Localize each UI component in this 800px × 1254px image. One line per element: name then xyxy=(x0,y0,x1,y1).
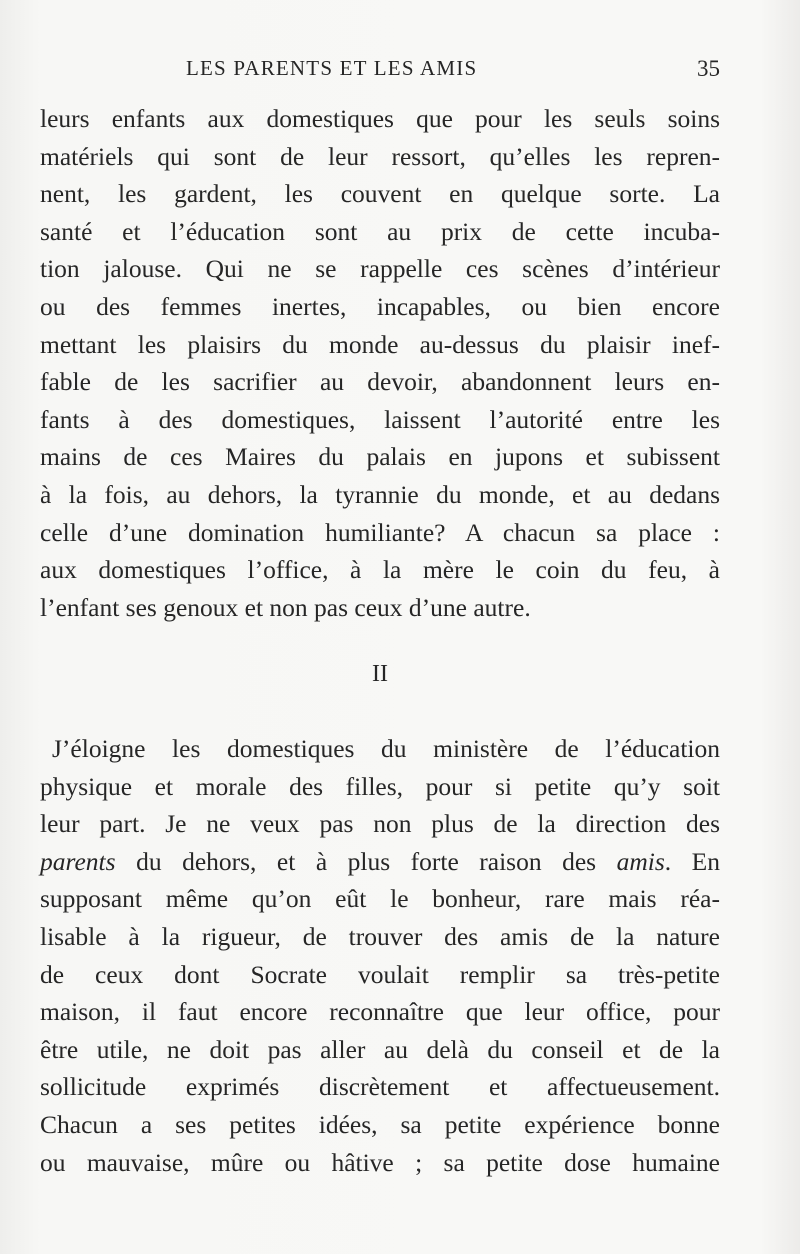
text-line: supposant même qu’on eût le bonheur, rare mais réa- xyxy=(40,884,720,914)
text-line: de ceux dont Socrate voulait remplir sa très-petite xyxy=(40,959,720,989)
text-line: aux domestiques l’office, à la mère le coin du feu, à xyxy=(40,555,720,585)
text-fragment: du dehors, et à plus forte raison des xyxy=(115,846,617,876)
text-line: mains de ces Maires du palais en jupons et subissent xyxy=(40,442,720,472)
text-line: nent, les gardent, les couvent en quelque sorte. La xyxy=(40,179,720,209)
text-line: physique et morale des filles, pour si petite qu’y soit xyxy=(40,771,720,801)
text-line: leur part. Je ne veux pas non plus de la direction des xyxy=(40,809,720,839)
running-title: LES PARENTS ET LES AMIS xyxy=(186,56,478,80)
text-line: J’éloigne les domestiques du ministère de l’éducation xyxy=(52,734,720,763)
text-line: Chacun a ses petites idées, sa petite expérience bonne xyxy=(40,1109,720,1139)
text-line: être utile, ne doit pas aller au delà du conseil et de la xyxy=(40,1034,720,1064)
text-line: celle d’une domination humiliante? A chacun sa place : xyxy=(40,517,720,547)
text-line: leurs enfants aux domestiques que pour les seuls soins xyxy=(40,104,720,133)
text-line: à la fois, au dehors, la tyrannie du monde, et au dedans xyxy=(40,479,720,509)
text-line: ou des femmes inertes, incapables, ou bien encore xyxy=(40,291,720,321)
text-line: lisable à la rigueur, de trouver des amis de la nature xyxy=(40,921,720,951)
text-line: tion jalouse. Qui ne se rappelle ces scènes d’intérieur xyxy=(40,254,720,284)
paragraph-2 xyxy=(40,730,720,1181)
text-line: ou mauvaise, mûre ou hâtive ; sa petite dose humaine xyxy=(40,1147,720,1177)
italic-word-amis: amis xyxy=(616,846,665,876)
text-line: maison, il faut encore reconnaître que leur office, pour xyxy=(40,997,720,1027)
text-line: fable de les sacrifier au devoir, abandonnent leurs en- xyxy=(40,367,720,397)
page-number: 35 xyxy=(697,56,720,81)
text-fragment: . En xyxy=(664,846,720,876)
section-number: II xyxy=(372,661,388,687)
italic-word-parents: parents xyxy=(40,846,116,876)
text-line: mettant les plaisirs du monde au-dessus du plaisir inef- xyxy=(40,329,720,359)
text-line: santé et l’éducation sont au prix de cette incuba- xyxy=(40,216,720,246)
text-line-with-italics xyxy=(40,843,720,881)
text-line: sollicitude exprimés discrètement et affectueusement. xyxy=(40,1072,720,1102)
text-line: matériels qui sont de leur ressort, qu’elles les repren- xyxy=(40,141,720,171)
paragraph-1 xyxy=(40,100,720,626)
text-line: l’enfant ses genoux et non pas ceux d’une autre. xyxy=(40,592,531,622)
running-head xyxy=(40,56,720,86)
text-line: fants à des domestiques, laissent l’autorité entre les xyxy=(40,404,720,434)
